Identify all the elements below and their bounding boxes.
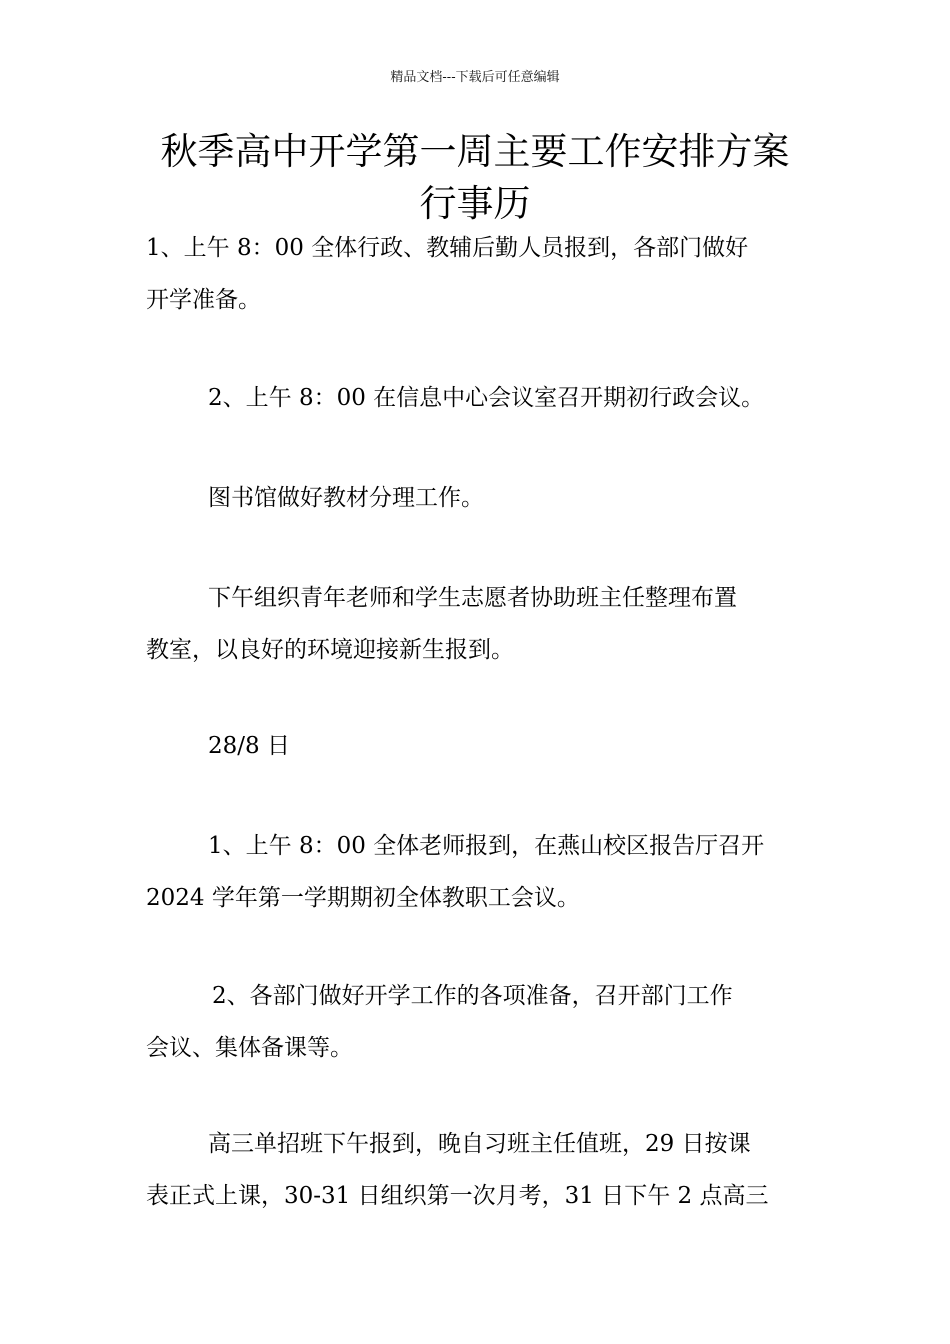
paragraph-8-line-1: 高三单招班下午报到，晚自习班主任值班，29 日按课 xyxy=(208,1131,751,1157)
paragraph-8-line-2: 表正式上课，30-31 日组织第一次月考，31 日下午 2 点高三 xyxy=(146,1183,769,1209)
paragraph-7-line-1: 2、各部门做好开学工作的各项准备，召开部门工作 xyxy=(212,983,733,1009)
paragraph-3 xyxy=(146,472,808,524)
document-title-line-2: 行事历 xyxy=(419,182,531,225)
paragraph-6-line-2: 2024 学年第一学期期初全体教职工会议。 xyxy=(146,885,580,911)
paragraph-4 xyxy=(146,572,808,676)
paragraph-6-line-1: 1、上午 8：00 全体老师报到，在燕山校区报告厅召开 xyxy=(208,833,765,859)
paragraph-4-line-1: 下午组织青年老师和学生志愿者协助班主任整理布置 xyxy=(208,585,737,611)
paragraph-7-line-2: 会议、集体备课等。 xyxy=(146,1035,353,1061)
paragraph-1 xyxy=(146,222,808,326)
paragraph-3-line-1: 图书馆做好教材分理工作。 xyxy=(208,485,484,511)
date-heading-line: 28/8 日 xyxy=(208,733,290,759)
paragraph-7 xyxy=(146,970,808,1074)
paragraph-6 xyxy=(146,820,808,924)
paragraph-2-line-1: 2、上午 8：00 在信息中心会议室召开期初行政会议。 xyxy=(208,385,765,411)
paragraph-4-line-2: 教室，以良好的环境迎接新生报到。 xyxy=(146,637,514,663)
paragraph-1-line-2: 开学准备。 xyxy=(146,287,261,313)
paragraph-2 xyxy=(146,372,808,424)
paragraph-8 xyxy=(146,1118,808,1222)
paragraph-1-line-1: 1、上午 8：00 全体行政、教辅后勤人员报到，各部门做好 xyxy=(146,235,749,261)
page-header-note: 精品文档---下载后可任意编辑 xyxy=(390,70,560,85)
document-title-line-1: 秋季高中开学第一周主要工作安排方案 xyxy=(160,130,790,173)
date-heading xyxy=(146,720,808,772)
